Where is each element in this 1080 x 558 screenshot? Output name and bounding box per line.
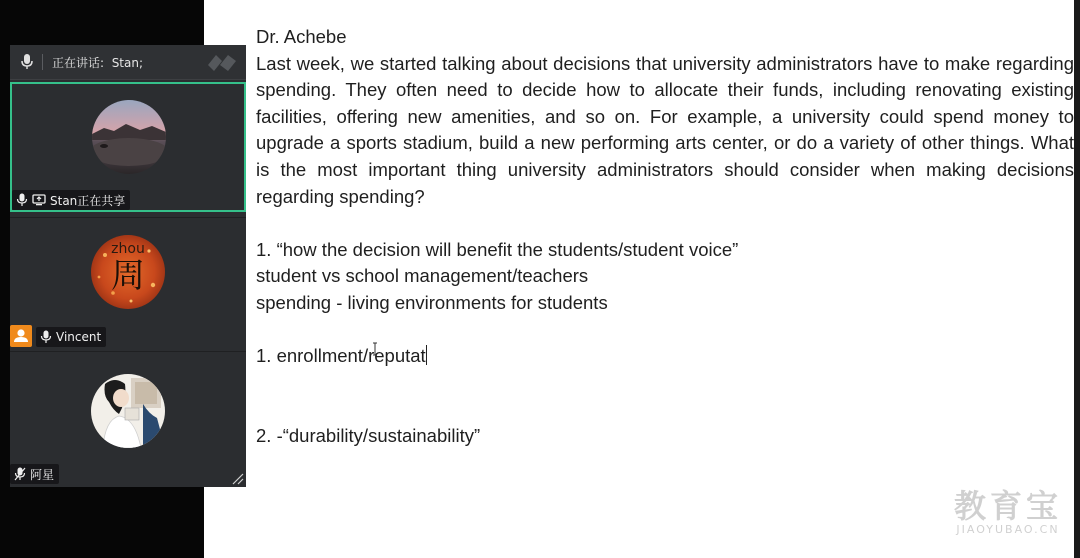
user-icon bbox=[10, 325, 32, 347]
participant-name-tag bbox=[12, 190, 130, 210]
resize-handle-icon[interactable] bbox=[230, 471, 244, 485]
participant-tile-stan[interactable] bbox=[10, 82, 246, 212]
note-line: spending - living environments for students bbox=[256, 291, 608, 313]
spacer bbox=[256, 210, 1074, 237]
mic-icon bbox=[16, 193, 28, 207]
avatar bbox=[91, 235, 165, 309]
avatar bbox=[91, 374, 165, 448]
watermark-text: 教育宝 bbox=[953, 487, 1062, 525]
mic-icon[interactable] bbox=[20, 53, 34, 71]
note-text: 1. enrollment/reputat bbox=[256, 345, 426, 367]
spacer bbox=[256, 370, 1074, 423]
participant-name: Stan正在共享 bbox=[50, 193, 126, 208]
host-badge bbox=[10, 325, 32, 347]
watermark-domain: JIAOYUBAO.CN bbox=[956, 523, 1060, 536]
mic-muted-icon bbox=[14, 467, 26, 481]
avatar-pinyin: zhou bbox=[111, 241, 145, 257]
discussion-prompt: Last week, we started talking about decisions that university administrators have to make regarding spending. They often need to decide how to allocate their funds, including renovating existing facilities, offering new amenities, and so on. For example, a university could spend money to upgrade a sports stadium, build a new performing arts center, or do a variety of other things. What is the most important thing university administrators should consider when making decisions regarding spending? bbox=[256, 52, 1074, 207]
speaking-label: 正在讲话: bbox=[52, 56, 105, 70]
layout-toggle-icon[interactable] bbox=[206, 51, 240, 73]
speaker-name: Dr. Achebe bbox=[256, 26, 347, 47]
video-call-panel[interactable] bbox=[10, 45, 246, 486]
participant-name: Vincent bbox=[56, 330, 102, 344]
note-line: 1. “how the decision will benefit the students/student voice” bbox=[256, 238, 739, 260]
participant-tile-axing[interactable] bbox=[10, 351, 246, 487]
mic-icon bbox=[40, 330, 52, 344]
note-line: student vs school management/teachers bbox=[256, 265, 589, 287]
participant-name: 阿星 bbox=[30, 467, 55, 482]
ibeam-cursor-icon bbox=[371, 342, 379, 356]
avatar-character: 周 bbox=[111, 256, 145, 296]
participant-tile-vincent[interactable] bbox=[10, 217, 246, 350]
shared-document[interactable] bbox=[256, 24, 1074, 449]
participant-name-tag bbox=[36, 327, 106, 347]
watermark bbox=[954, 489, 1062, 536]
right-edge bbox=[1074, 0, 1080, 558]
speaking-name: Stan; bbox=[111, 56, 144, 70]
participant-name-tag bbox=[10, 464, 59, 484]
spacer bbox=[256, 317, 1074, 344]
avatar bbox=[92, 100, 166, 174]
divider bbox=[42, 54, 43, 70]
current-speaker-label bbox=[52, 54, 143, 71]
text-caret bbox=[426, 345, 427, 365]
speaking-bar bbox=[10, 45, 246, 80]
note-line: 2. -“durability/sustainability” bbox=[256, 424, 481, 446]
screen-share-icon bbox=[32, 194, 46, 206]
